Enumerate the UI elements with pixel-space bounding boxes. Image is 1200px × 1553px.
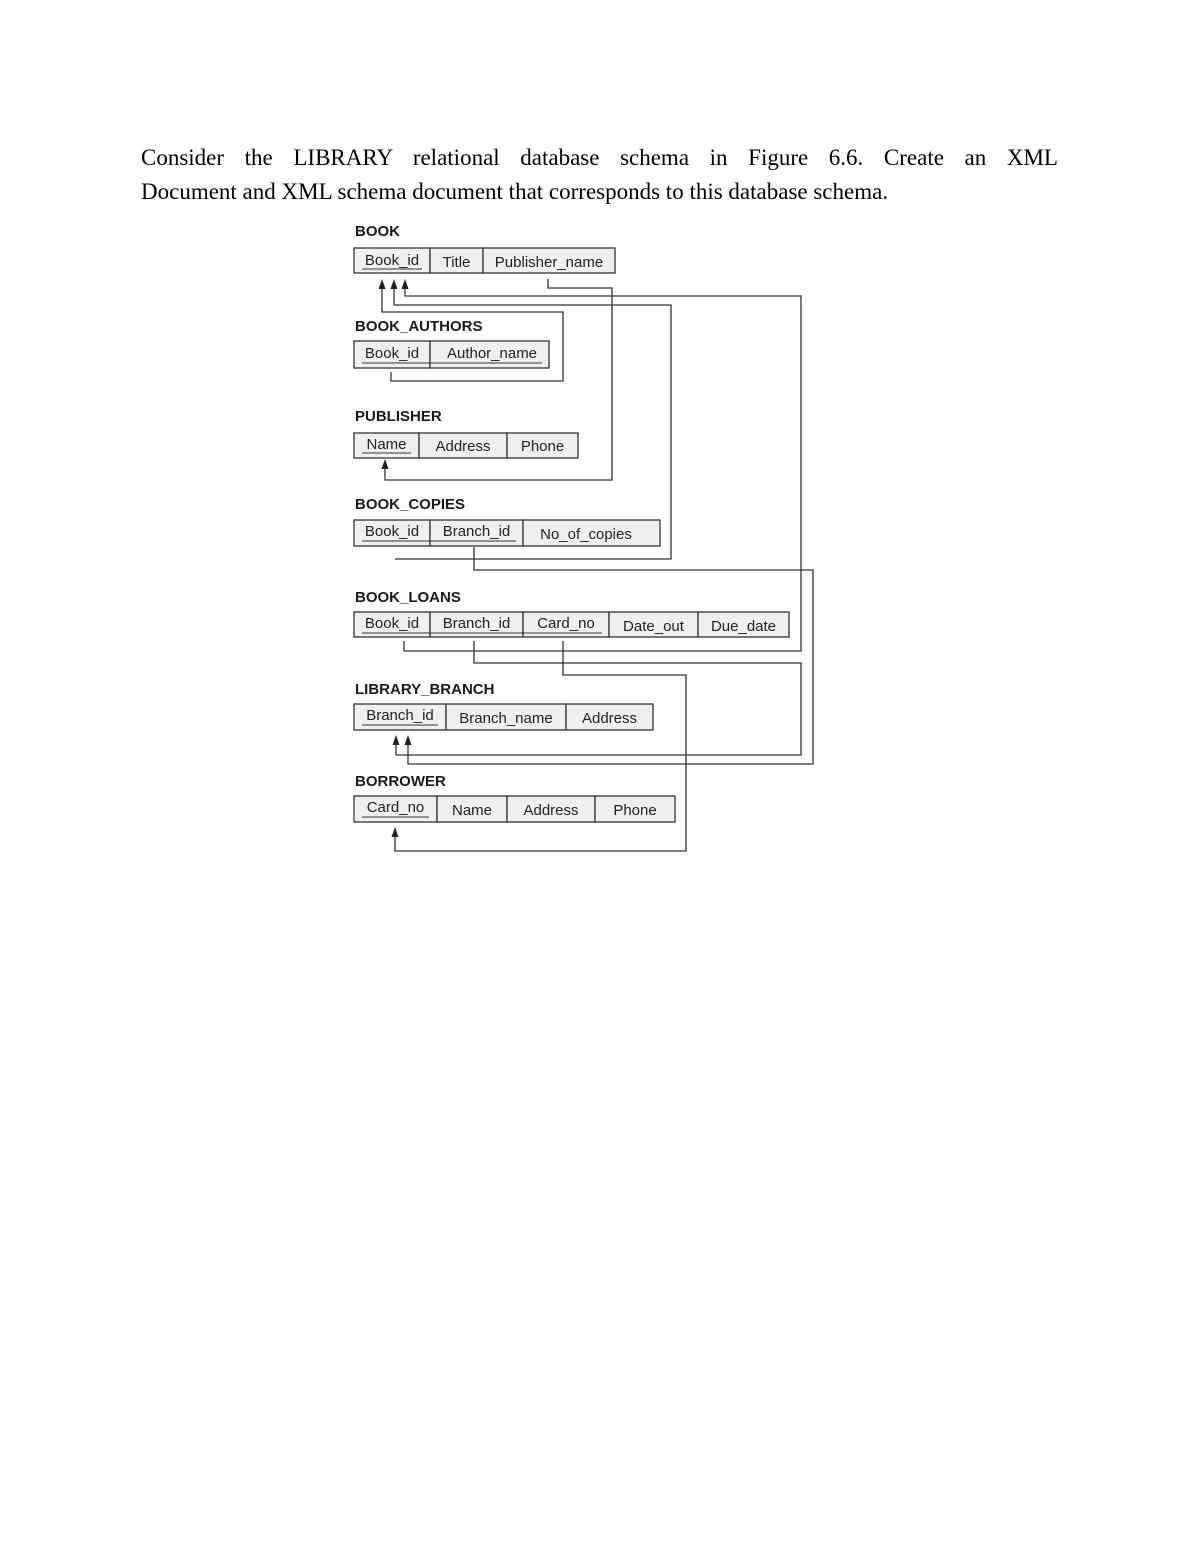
arrowhead-book-id-1 <box>379 279 386 289</box>
borrower-attr-card-no: Card_no <box>366 799 425 816</box>
book-attr-publisher-name: Publisher_name <box>494 254 604 271</box>
book-copies-attr-book-id: Book_id <box>364 523 420 540</box>
book-loans-attr-branch-id: Branch_id <box>442 615 511 632</box>
problem-statement-line-1: Consider the LIBRARY relational database schema in Figure 6.6. Create an XML <box>141 145 1058 170</box>
book-authors-attr-author-name: Author_name <box>446 345 538 362</box>
table-book <box>354 223 615 273</box>
publisher-attr-name: Name <box>366 436 407 453</box>
table-book-authors <box>354 318 549 368</box>
publisher-attr-phone: Phone <box>520 438 565 455</box>
table-book-loans <box>354 589 789 637</box>
table-book-copies-title: BOOK_COPIES <box>355 496 466 513</box>
table-book-loans-title: BOOK_LOANS <box>355 589 461 606</box>
arrowhead-branch-id-1 <box>393 735 400 745</box>
publisher-attr-address: Address <box>435 438 491 455</box>
table-library-branch <box>354 681 653 730</box>
book-loans-attr-due-date: Due_date <box>710 618 777 635</box>
arrowhead-branch-id-2 <box>405 735 412 745</box>
book-copies-attr-branch-id: Branch_id <box>442 523 511 540</box>
table-book-copies <box>354 496 660 546</box>
borrower-attr-address: Address <box>523 802 579 819</box>
library-branch-attr-branch-id: Branch_id <box>366 707 434 724</box>
book-loans-attr-book-id: Book_id <box>364 615 420 632</box>
table-library-branch-title: LIBRARY_BRANCH <box>355 681 495 698</box>
book-attr-title: Title <box>442 254 471 271</box>
table-publisher-title: PUBLISHER <box>355 408 442 425</box>
table-publisher <box>354 408 578 458</box>
problem-statement-line-2: Document and XML schema document that corresponds to this database schema. <box>141 179 889 204</box>
fk-book-loans-to-library-branch <box>396 641 801 755</box>
borrower-attr-phone: Phone <box>613 802 657 819</box>
table-borrower <box>354 773 675 822</box>
table-borrower-title: BORROWER <box>355 773 446 790</box>
library-branch-attr-address: Address <box>581 710 638 727</box>
arrowhead-card-no <box>392 827 399 837</box>
fk-book-copies-to-library-branch <box>408 547 813 764</box>
book-authors-attr-book-id: Book_id <box>364 345 420 362</box>
table-book-authors-title: BOOK_AUTHORS <box>355 318 483 335</box>
table-book-title: BOOK <box>355 223 400 240</box>
book-copies-attr-no-of-copies: No_of_copies <box>540 526 632 543</box>
library-branch-attr-branch-name: Branch_name <box>459 710 553 727</box>
arrowhead-book-id-3 <box>402 279 409 289</box>
borrower-attr-name: Name <box>451 802 493 819</box>
arrowhead-book-id-2 <box>391 279 398 289</box>
book-attr-book-id: Book_id <box>364 252 420 269</box>
book-loans-attr-card-no: Card_no <box>537 615 595 632</box>
book-loans-attr-date-out: Date_out <box>623 618 684 635</box>
arrowhead-publisher-name <box>382 459 389 469</box>
